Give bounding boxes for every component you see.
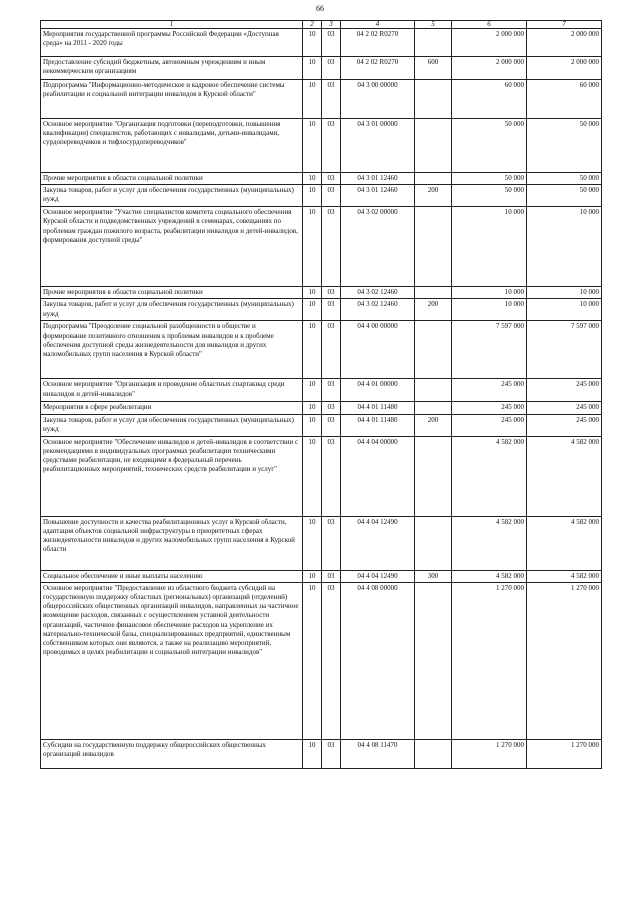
row-subsection: 03	[322, 207, 341, 287]
col-header-7: 7	[527, 21, 602, 29]
row-expense-type	[415, 29, 452, 57]
row-subsection: 03	[322, 185, 341, 207]
row-subsection: 03	[322, 516, 341, 570]
table-row	[41, 739, 602, 768]
row-name: Предоставление субсидий бюджетным, автономным учреждениям и иным некоммерческим организациям	[41, 57, 303, 80]
row-amount-plan: 10 000	[452, 299, 527, 321]
row-subsection: 03	[322, 80, 341, 119]
row-expense-type	[415, 321, 452, 379]
row-section: 10	[303, 402, 322, 414]
row-section: 10	[303, 173, 322, 185]
row-expense-type: 300	[415, 570, 452, 582]
row-amount-plan: 50 000	[452, 173, 527, 185]
row-expense-type: 200	[415, 414, 452, 436]
row-subsection: 03	[322, 436, 341, 516]
table-row	[41, 414, 602, 436]
table-row	[41, 80, 602, 119]
row-name: Мероприятия в сфере реабилитации	[41, 402, 303, 414]
row-expense-type	[415, 379, 452, 402]
row-name: Подпрограмма "Преодоление социальной разобщенности в обществе и формирование позитивного отношения к проблемам инвалидов и к проблеме обеспечения доступной среды жизнедеятельности для инвалидов и других маломобильных групп населения в Курской области"	[41, 321, 303, 379]
row-amount-total: 7 597 000	[527, 321, 602, 379]
row-expense-type	[415, 119, 452, 173]
row-amount-plan: 60 000	[452, 80, 527, 119]
row-amount-total: 4 582 000	[527, 570, 602, 582]
row-name: Социальное обеспечение и иные выплаты населению	[41, 570, 303, 582]
row-amount-plan: 245 000	[452, 414, 527, 436]
row-amount-plan: 4 582 000	[452, 436, 527, 516]
col-header-1: 1	[41, 21, 303, 29]
row-amount-total: 2 000 000	[527, 29, 602, 57]
row-subsection: 03	[322, 287, 341, 299]
row-expense-type	[415, 287, 452, 299]
row-subsection: 03	[322, 402, 341, 414]
row-expense-type	[415, 739, 452, 768]
row-target-code: 04 3 01 12460	[341, 173, 415, 185]
row-target-code: 04 3 02 00000	[341, 207, 415, 287]
row-amount-total: 10 000	[527, 299, 602, 321]
row-amount-plan: 7 597 000	[452, 321, 527, 379]
row-amount-plan: 10 000	[452, 207, 527, 287]
row-name: Прочие мероприятия в области социальной политики	[41, 173, 303, 185]
row-amount-total: 50 000	[527, 185, 602, 207]
row-name: Основное мероприятие "Обеспечение инвалидов и детей-инвалидов в соответствии с рекомендациями в индивидуальных программах реабилитации техническими средствами реабилитации, не входящими в федеральный перечень реабилитационных мероприятий, технических средств реабилитации и услуг"	[41, 436, 303, 516]
row-amount-plan: 245 000	[452, 379, 527, 402]
row-section: 10	[303, 321, 322, 379]
page-number: 66	[316, 4, 324, 13]
row-target-code: 04 4 04 12490	[341, 516, 415, 570]
row-section: 10	[303, 516, 322, 570]
row-amount-plan: 10 000	[452, 287, 527, 299]
table-row	[41, 173, 602, 185]
row-amount-plan: 245 000	[452, 402, 527, 414]
row-target-code: 04 3 00 00000	[341, 80, 415, 119]
table-row	[41, 321, 602, 379]
row-subsection: 03	[322, 570, 341, 582]
row-section: 10	[303, 436, 322, 516]
row-amount-total: 2 000 000	[527, 57, 602, 80]
table-row	[41, 299, 602, 321]
row-target-code: 04 4 04 00000	[341, 436, 415, 516]
row-subsection: 03	[322, 299, 341, 321]
row-amount-plan: 2 000 000	[452, 29, 527, 57]
row-subsection: 03	[322, 379, 341, 402]
row-name: Основное мероприятие "Предоставление из областного бюджета субсидий на государственную поддержку областных (региональных) организаций (отделений) общероссийских общественных организаций инвалидов, направленных на частичное возмещение расходов, связанных с осуществлением уставной деятельности организаций, частичное финансовое обеспечение расходов на укрепление их материально-технической базы, специализированных предприятий, единственным собственником которых они являются, а также на реализацию мероприятий, проводимых в целях реабилитации и социальной интеграции инвалидов"	[41, 582, 303, 739]
table-row	[41, 207, 602, 287]
row-amount-plan: 50 000	[452, 185, 527, 207]
table-row	[41, 57, 602, 80]
row-name: Закупка товаров, работ и услуг для обеспечения государственных (муниципальных) нужд	[41, 185, 303, 207]
col-header-2: 2	[303, 21, 322, 29]
col-header-5: 5	[415, 21, 452, 29]
row-amount-total: 1 270 000	[527, 582, 602, 739]
row-subsection: 03	[322, 119, 341, 173]
row-name: Закупка товаров, работ и услуг для обеспечения государственных (муниципальных) нужд	[41, 299, 303, 321]
row-target-code: 04 3 01 00000	[341, 119, 415, 173]
row-target-code: 04 3 02 12460	[341, 287, 415, 299]
row-amount-total: 10 000	[527, 207, 602, 287]
row-target-code: 04 4 01 00000	[341, 379, 415, 402]
row-name: Мероприятия государственной программы Российской Федерации «Доступная среда» на 2011 - 2020 годы	[41, 29, 303, 57]
row-amount-total: 1 270 000	[527, 739, 602, 768]
col-header-3: 3	[322, 21, 341, 29]
row-name: Основное мероприятие "Организация и проведение областных спартакиад среди инвалидов и детей-инвалидов"	[41, 379, 303, 402]
row-target-code: 04 4 01 11480	[341, 402, 415, 414]
table-row	[41, 287, 602, 299]
table-row	[41, 570, 602, 582]
row-amount-plan: 2 000 000	[452, 57, 527, 80]
row-target-code: 04 4 04 12490	[341, 570, 415, 582]
row-section: 10	[303, 299, 322, 321]
row-section: 10	[303, 379, 322, 402]
row-subsection: 03	[322, 321, 341, 379]
table-row	[41, 402, 602, 414]
row-name: Прочие мероприятия в области социальной политики	[41, 287, 303, 299]
table-row	[41, 119, 602, 173]
row-section: 10	[303, 185, 322, 207]
row-amount-total: 245 000	[527, 414, 602, 436]
row-name: Основное мероприятие "Организация подготовки (переподготовки, повышения квалификации) специалистов, работающих с инвалидами, детьми-инвалидами, сурдопереводчиков и тифлосурдопереводчиков"	[41, 119, 303, 173]
row-expense-type	[415, 436, 452, 516]
row-expense-type: 200	[415, 299, 452, 321]
row-expense-type: 600	[415, 57, 452, 80]
row-target-code: 04 4 08 00000	[341, 582, 415, 739]
row-name: Закупка товаров, работ и услуг для обеспечения государственных (муниципальных) нужд	[41, 414, 303, 436]
row-target-code: 04 4 01 11480	[341, 414, 415, 436]
row-name: Повышение доступности и качества реабилитационных услуг в Курской области, адаптация объектов социальной инфраструктуры в приоритетных сферах жизнедеятельности инвалидов и других маломобильных групп населения в Курской области	[41, 516, 303, 570]
table-row	[41, 516, 602, 570]
row-name: Субсидии на государственную поддержку общероссийских общественных организаций инвалидов	[41, 739, 303, 768]
row-expense-type	[415, 402, 452, 414]
table-row	[41, 436, 602, 516]
row-section: 10	[303, 29, 322, 57]
row-target-code: 04 3 02 12460	[341, 299, 415, 321]
row-subsection: 03	[322, 173, 341, 185]
row-section: 10	[303, 570, 322, 582]
row-expense-type	[415, 80, 452, 119]
row-amount-plan: 50 000	[452, 119, 527, 173]
row-subsection: 03	[322, 582, 341, 739]
row-amount-plan: 4 582 000	[452, 570, 527, 582]
col-header-6: 6	[452, 21, 527, 29]
row-amount-total: 10 000	[527, 287, 602, 299]
row-subsection: 03	[322, 414, 341, 436]
row-target-code: 04 2 02 R0270	[341, 29, 415, 57]
table-row	[41, 29, 602, 57]
row-amount-total: 50 000	[527, 173, 602, 185]
row-section: 10	[303, 119, 322, 173]
row-amount-total: 245 000	[527, 379, 602, 402]
row-amount-total: 4 582 000	[527, 436, 602, 516]
column-number-row	[41, 21, 602, 29]
row-expense-type	[415, 516, 452, 570]
row-expense-type	[415, 582, 452, 739]
row-expense-type: 200	[415, 185, 452, 207]
row-amount-total: 245 000	[527, 402, 602, 414]
row-subsection: 03	[322, 29, 341, 57]
row-amount-plan: 1 270 000	[452, 739, 527, 768]
table-row	[41, 185, 602, 207]
budget-table	[40, 20, 602, 769]
row-section: 10	[303, 57, 322, 80]
row-target-code: 04 4 08 11470	[341, 739, 415, 768]
row-expense-type	[415, 207, 452, 287]
row-section: 10	[303, 414, 322, 436]
table-row	[41, 379, 602, 402]
table-row	[41, 582, 602, 739]
row-section: 10	[303, 80, 322, 119]
row-amount-total: 50 000	[527, 119, 602, 173]
row-subsection: 03	[322, 57, 341, 80]
row-amount-plan: 1 270 000	[452, 582, 527, 739]
row-section: 10	[303, 739, 322, 768]
row-amount-total: 4 582 000	[527, 516, 602, 570]
row-amount-plan: 4 582 000	[452, 516, 527, 570]
row-amount-total: 60 000	[527, 80, 602, 119]
row-name: Подпрограмма "Информационно-методическое и кадровое обеспечение системы реабилитации и социальной интеграции инвалидов в Курской области"	[41, 80, 303, 119]
table-body	[41, 29, 602, 769]
row-target-code: 04 2 02 R0270	[341, 57, 415, 80]
row-target-code: 04 3 01 12460	[341, 185, 415, 207]
row-name: Основное мероприятие "Участие специалистов комитета социального обеспечения Курской области и подведомственных учреждений в семинарах, совещаниях по проблемам граждан пожилого возраста, реабилитации инвалидов и детей-инвалидов, формирования доступной среды"	[41, 207, 303, 287]
row-target-code: 04 4 00 00000	[341, 321, 415, 379]
col-header-4: 4	[341, 21, 415, 29]
row-subsection: 03	[322, 739, 341, 768]
row-expense-type	[415, 173, 452, 185]
row-section: 10	[303, 207, 322, 287]
row-section: 10	[303, 582, 322, 739]
row-section: 10	[303, 287, 322, 299]
